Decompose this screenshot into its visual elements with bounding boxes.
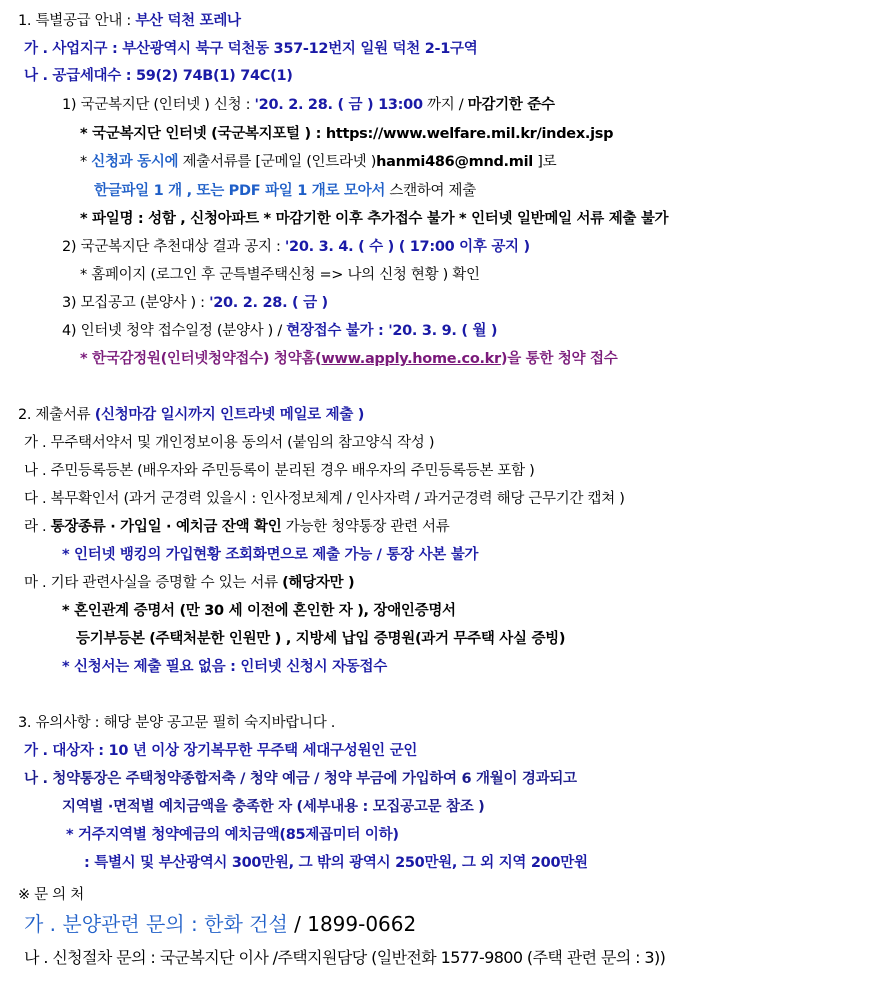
doc-service-confirmation: 다 . 복무확인서 (과거 군경력 있을시 : 인사정보체계 / 인사자력 / 과거군경력 해당 근무기간 캡쳐 ) (24, 491, 625, 507)
deposit-amounts: : 특별시 및 부산광역시 300만원, 그 밖의 광역시 250만원, 그 외 지역 200만원 (84, 855, 588, 871)
section3-heading: 3. 유의사항 : 해당 분양 공고문 필히 숙지바랍니다 . (18, 715, 336, 731)
auto-application-note: * 신청서는 제출 필요 없음 : 인터넷 신청시 자동접수 (62, 659, 387, 675)
apply-home-note: * 한국감정원(인터넷청약접수) 청약홈(www.apply.home.co.kr)을 통한 청약 접수 (80, 351, 618, 367)
doc-resident-register: 나 . 주민등록등본 (배우자와 주민등록이 분리된 경우 배우자의 주민등록등본 포함 ) (24, 463, 535, 479)
apply-deadline: 1) 국군복지단 (인터넷 ) 신청 : '20. 2. 28. ( 금 ) 13:00 까지 / 마감기한 준수 (62, 97, 555, 113)
section1-label: 1. 특별공급 안내 : (18, 13, 136, 29)
apply-deadline-date: '20. 2. 28. ( 금 ) 13:00 (254, 97, 423, 113)
section2-heading: 2. 제출서류 (신청마감 일시까지 인트라넷 메일로 제출 ) (18, 407, 365, 423)
result-announcement: 2) 국군복지단 추천대상 결과 공지 : '20. 3. 4. ( 수 ) ( 17:00 이후 공지 ) (62, 239, 530, 255)
supply-units: 나 . 공급세대수 : 59(2) 74B(1) 74C(1) (24, 68, 293, 84)
recruitment-notice: 3) 모집공고 (분양사 ) : '20. 2. 28. ( 금 ) (62, 295, 328, 311)
sales-phone: / 1899-0662 (287, 912, 417, 936)
file-name-rules: * 파일명 : 성함 , 신청아파트 * 마감기한 이후 추가접수 불가 * 인터넷 일반메일 서류 제출 불가 (80, 211, 669, 227)
property-register-note: 등기부등본 (주택처분한 인원만 ) , 지방세 납입 증명원(과거 무주택 사실 증빙) (76, 631, 566, 647)
contact-heading: ※ 문 의 처 (18, 887, 84, 903)
sales-contact: 가 . 분양관련 문의 : 한화 건설 / 1899-0662 (24, 912, 417, 936)
section1-heading (18, 10, 241, 32)
doc-pledge: 가 . 무주택서약서 및 개인정보이용 동의서 (붙임의 참고양식 작성 ) (24, 435, 435, 451)
eligible-target: 가 . 대상자 : 10 년 이상 장기복무한 무주택 세대구성원인 군인 (24, 743, 418, 759)
procedure-contact: 나 . 신청절차 문의 : 국군복지단 이사 /주택지원담당 (일반전화 1577-9800 (주택 관련 문의 : 3)) (24, 948, 666, 967)
file-format-note: 한글파일 1 개 , 또는 PDF 파일 1 개로 모아서 스캔하여 제출 (94, 183, 476, 199)
result-check-note: * 홈페이지 (로그인 후 군특별주택신청 => 나의 신청 현황 ) 확인 (80, 267, 480, 283)
project-title: 부산 덕천 포레나 (135, 13, 241, 29)
submission-email: hanmi486@mnd.mil (376, 154, 533, 170)
deposit-amount-heading: * 거주지역별 청약예금의 예치금액(85제곱미터 이하) (66, 827, 399, 843)
banking-screen-note: * 인터넷 뱅킹의 가입현황 조회화면으로 제출 가능 / 통장 사본 불가 (62, 547, 479, 563)
doc-account-proof: 라 . 통장종류 · 가입일 · 예치금 잔액 확인 가능한 청약통장 관련 서류 (24, 519, 450, 535)
doc-other-proof: 마 . 기타 관련사실을 증명할 수 있는 서류 (해당자만 ) (24, 575, 355, 591)
marriage-certificate-note: * 혼인관계 증명서 (만 30 세 이전에 혼인한 자 ), 장애인증명서 (62, 603, 456, 619)
project-location: 가 . 사업지구 : 부산광역시 북구 덕천동 357-12번지 일원 덕천 2-1구역 (24, 41, 478, 57)
apply-home-link[interactable]: www.apply.home.co.kr (321, 351, 501, 367)
deposit-requirement: 지역별 ·면적별 예치금액을 충족한 자 (세부내용 : 모집공고문 참조 ) (62, 799, 485, 815)
account-requirement: 나 . 청약통장은 주택청약종합저축 / 청약 예금 / 청약 부금에 가입하여 6 개월이 경과되고 (24, 771, 577, 787)
submission-email-note: * 신청과 동시에 제출서류를 [군메일 (인트라넷 )hanmi486@mnd.mil ]로 (80, 154, 557, 170)
welfare-portal-url: * 국군복지단 인터넷 (국군복지포털 ) : https://www.welfare.mil.kr/index.jsp (80, 126, 614, 142)
online-application-schedule: 4) 인터넷 청약 접수일정 (분양사 ) / 현장접수 불가 : '20. 3. 9. ( 월 ) (62, 323, 498, 339)
